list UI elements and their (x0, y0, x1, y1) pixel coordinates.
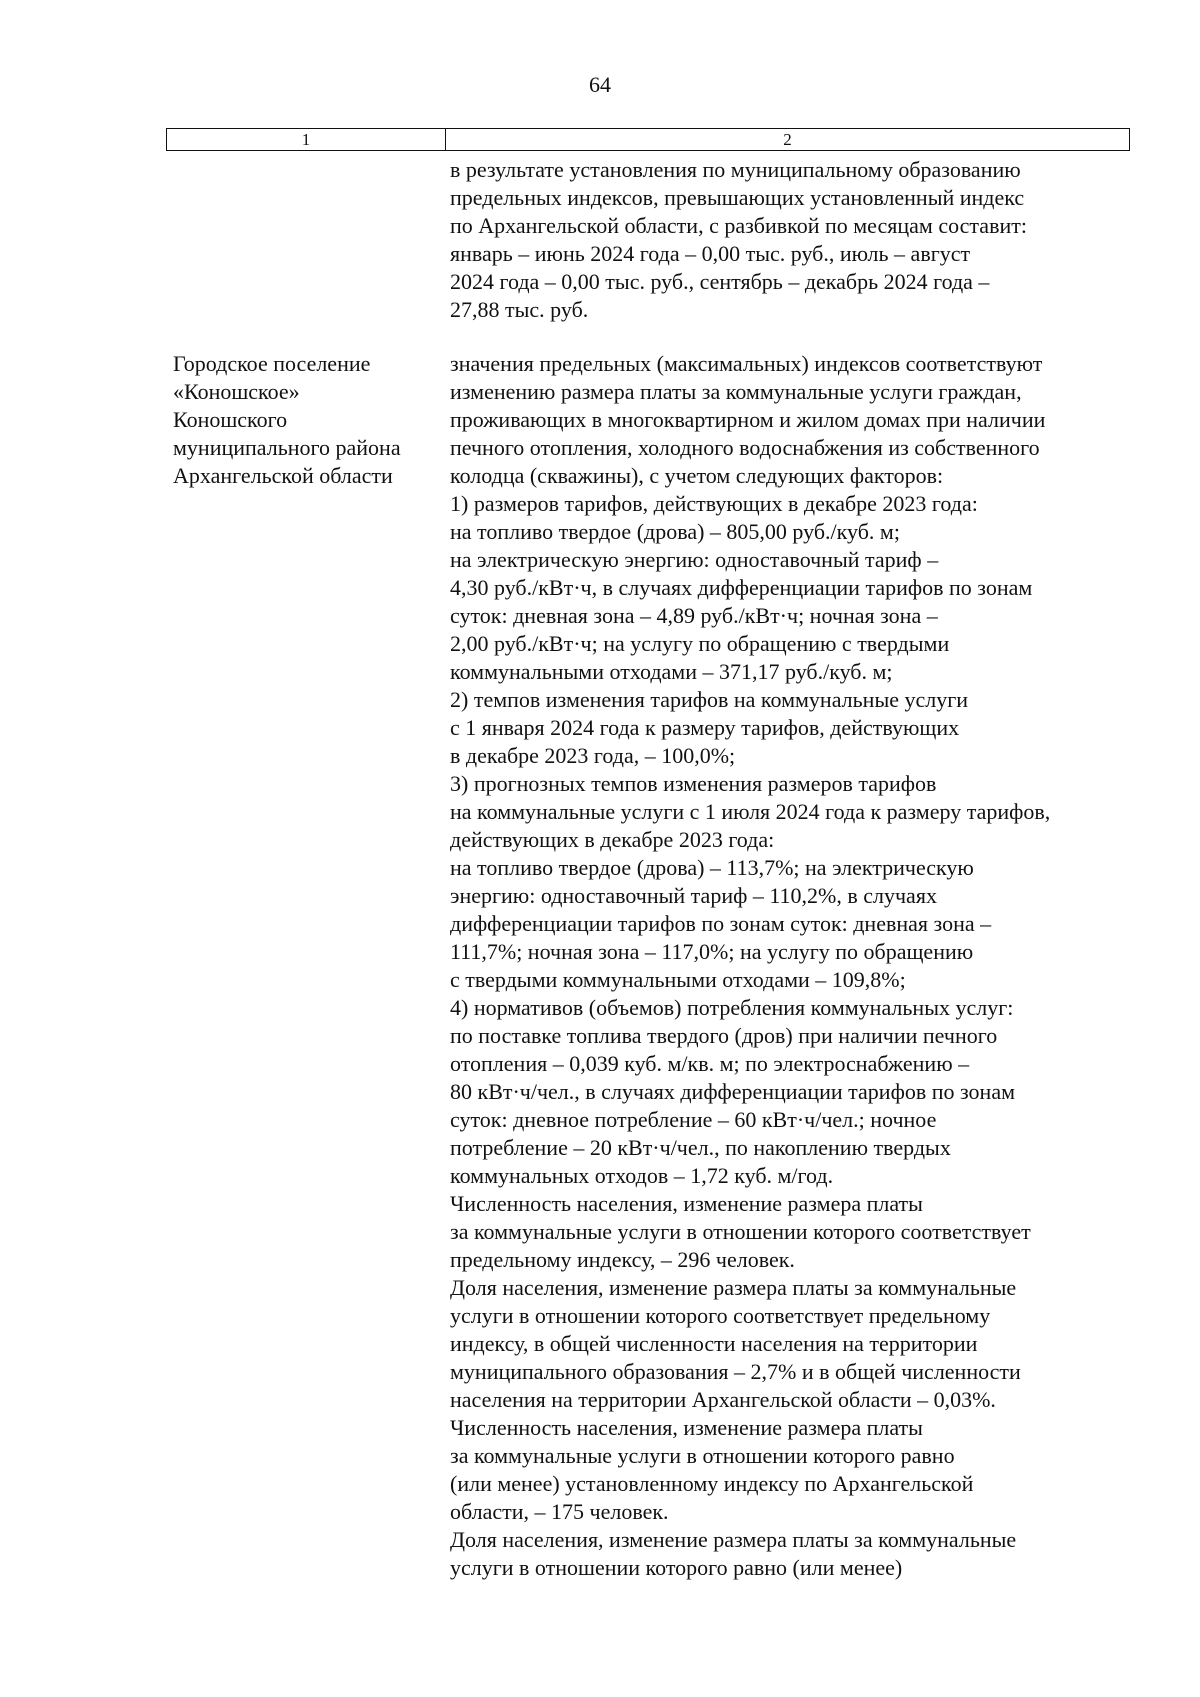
text-line: на коммунальные услуги с 1 июля 2024 года к размеру тарифов, (450, 799, 1051, 824)
text-line: дифференциации тарифов по зонам суток: дневная зона – (450, 911, 992, 936)
text-line: на топливо твердое (дрова) – 805,00 руб./куб. м; (450, 519, 900, 544)
text-line: энергию: одноставочный тариф – 110,2%, в случаях (450, 883, 937, 908)
index-description-cell (450, 350, 1130, 1582)
text-line: за коммунальные услуги в отношении которого равно (450, 1443, 955, 1468)
text-line: потребление – 20 кВт·ч/чел., по накоплению твердых (450, 1135, 951, 1160)
text-line: услуги в отношении которого равно (или менее) (450, 1555, 903, 1580)
text-line: 2,00 руб./кВт·ч; на услугу по обращению с твердыми (450, 631, 950, 656)
text-line: на электрическую энергию: одноставочный тариф – (450, 547, 939, 572)
municipality-line: муниципального района (173, 435, 401, 460)
continuation-text-block (450, 156, 1130, 324)
municipality-line: Архангельской области (173, 463, 393, 488)
text-line: Численность населения, изменение размера платы (450, 1191, 923, 1216)
text-line: отопления – 0,039 куб. м/кв. м; по электроснабжению – (450, 1051, 970, 1076)
text-line: населения на территории Архангельской области – 0,03%. (450, 1387, 996, 1412)
text-line: проживающих в многоквартирном и жилом домах при наличии (450, 407, 1046, 432)
text-line: суток: дневная зона – 4,89 руб./кВт·ч; ночная зона – (450, 603, 938, 628)
text-line: области, – 175 человек. (450, 1499, 669, 1524)
municipality-line: Городское поселение (173, 351, 371, 376)
text-line: на топливо твердое (дрова) – 113,7%; на электрическую (450, 855, 974, 880)
text-line: предельных индексов, превышающих установленный индекс (450, 185, 1025, 210)
text-line: индексу, в общей численности населения на территории (450, 1331, 978, 1356)
text-line: печного отопления, холодного водоснабжения из собственного (450, 435, 1040, 460)
text-line: за коммунальные услуги в отношении которого соответствует (450, 1219, 1031, 1244)
text-line: значения предельных (максимальных) индексов соответствуют (450, 351, 1043, 376)
text-line: коммунальных отходов – 1,72 куб. м/год. (450, 1163, 834, 1188)
text-line: 4) нормативов (объемов) потребления коммунальных услуг: (450, 995, 1014, 1020)
text-line: коммунальными отходами – 371,17 руб./куб. м; (450, 659, 893, 684)
table-header-row (166, 128, 1130, 151)
text-line: с твердыми коммунальными отходами – 109,8%; (450, 967, 906, 992)
text-line: в декабре 2023 года, – 100,0%; (450, 743, 736, 768)
text-line: 1) размеров тарифов, действующих в декабре 2023 года: (450, 491, 978, 516)
text-line: Численность населения, изменение размера платы (450, 1415, 923, 1440)
text-line: услуги в отношении которого соответствует предельному (450, 1303, 991, 1328)
text-line: 2) темпов изменения тарифов на коммунальные услуги (450, 687, 969, 712)
text-line: январь – июнь 2024 года – 0,00 тыс. руб., июль – август (450, 241, 971, 266)
text-line: с 1 января 2024 года к размеру тарифов, действующих (450, 715, 960, 740)
text-line: Доля населения, изменение размера платы за коммунальные (450, 1275, 1017, 1300)
table-header-col1: 1 (167, 129, 446, 150)
text-line: (или менее) установленному индексу по Архангельской (450, 1471, 974, 1496)
text-line: 2024 года – 0,00 тыс. руб., сентябрь – декабрь 2024 года – (450, 269, 990, 294)
text-line: колодца (скважины), с учетом следующих факторов: (450, 463, 944, 488)
text-line: 4,30 руб./кВт·ч, в случаях дифференциации тарифов по зонам (450, 575, 1033, 600)
municipality-name-cell (173, 350, 443, 490)
table-header-col2: 2 (783, 130, 792, 149)
text-line: изменению размера платы за коммунальные услуги граждан, (450, 379, 1022, 404)
text-line: Доля населения, изменение размера платы за коммунальные (450, 1527, 1017, 1552)
municipality-line: «Коношское» (173, 379, 300, 404)
text-line: в результате установления по муниципальному образованию (450, 157, 1021, 182)
text-line: суток: дневное потребление – 60 кВт·ч/чел.; ночное (450, 1107, 937, 1132)
text-line: 3) прогнозных темпов изменения размеров тарифов (450, 771, 937, 796)
page-number: 64 (589, 72, 611, 97)
text-line: предельному индексу, – 296 человек. (450, 1247, 795, 1272)
text-line: муниципального образования – 2,7% и в общей численности (450, 1359, 1021, 1384)
text-line: 27,88 тыс. руб. (450, 297, 589, 322)
text-line: по Архангельской области, с разбивкой по месяцам составит: (450, 213, 1027, 238)
text-line: 111,7%; ночная зона – 117,0%; на услугу по обращению (450, 939, 974, 964)
municipality-line: Коношского (173, 407, 288, 432)
text-line: действующих в декабре 2023 года: (450, 827, 775, 852)
text-line: по поставке топлива твердого (дров) при наличии печного (450, 1023, 998, 1048)
text-line: 80 кВт·ч/чел., в случаях дифференциации тарифов по зонам (450, 1079, 1016, 1104)
